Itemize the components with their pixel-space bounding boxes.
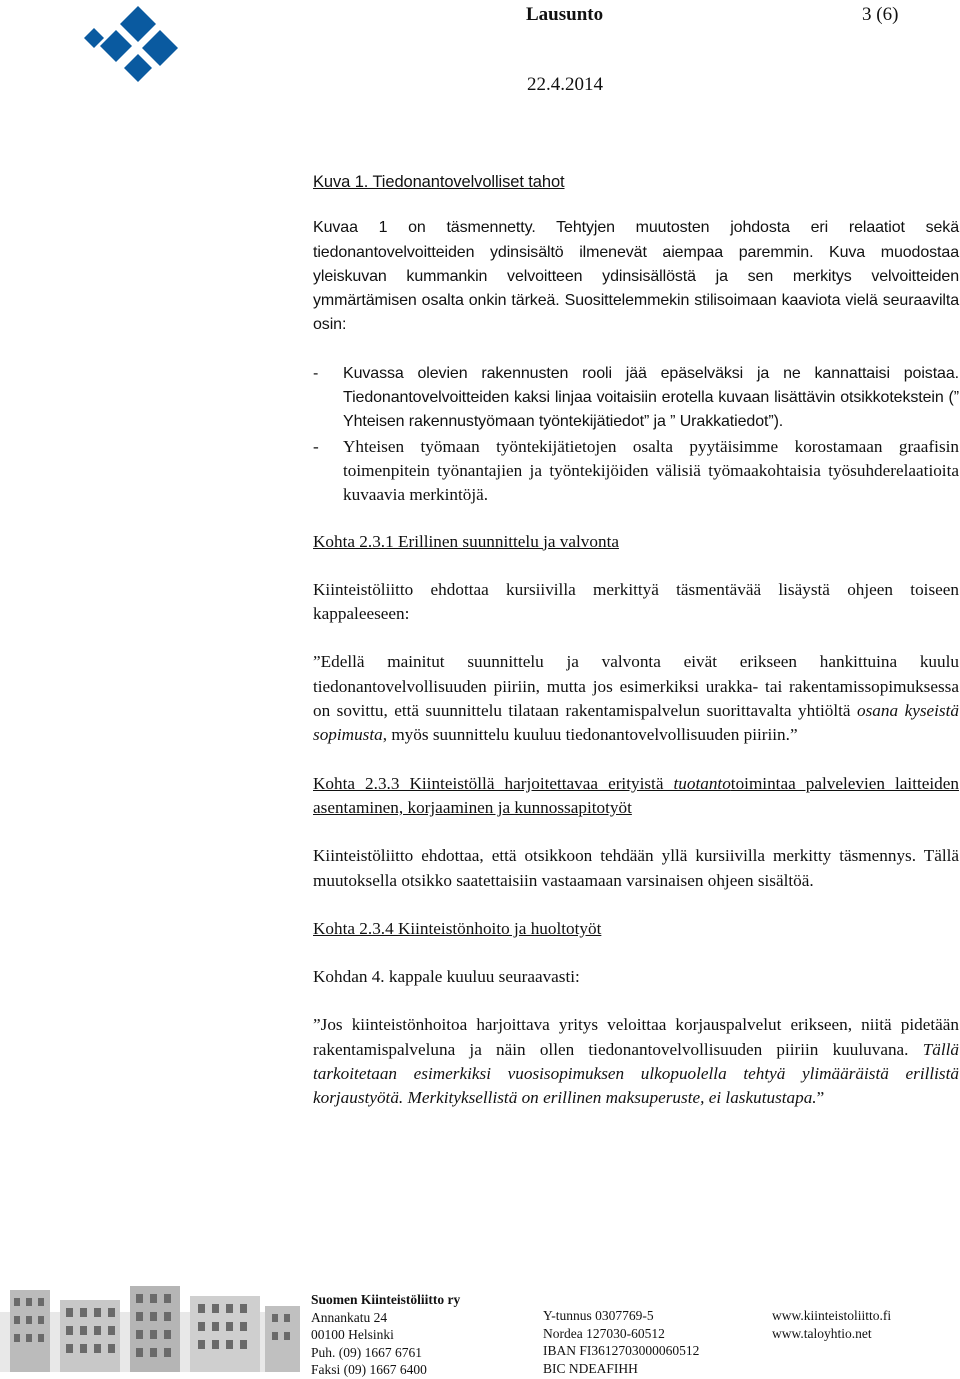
section-heading: Kohta 2.3.1 Erillinen suunnittelu ja valvonta bbox=[313, 531, 619, 551]
paragraph: Kohdan 4. kappale kuuluu seuraavasti: bbox=[313, 967, 580, 987]
page-number: 3 (6) bbox=[862, 4, 899, 25]
document-type: Lausunto bbox=[526, 4, 604, 25]
footer-line: Faksi (09) 1667 6400 bbox=[311, 1362, 427, 1377]
list-item-text: Kuvassa olevien rakennusten rooli jää epäselväksi ja ne kannattaisi poistaa. Tiedonantovelvoitteiden kaksi linjaa voitaisiin erotella kuvaan lisättävin otsikkotekstein (” Yhteisen rakennustyömaan työntekijätiedot” ja ” Urakkatiedot”). bbox=[343, 364, 959, 431]
footer-link[interactable]: www.kiinteistoliitto.fi bbox=[772, 1308, 892, 1323]
figure-caption: Kuva 1. Tiedonantovelvolliset tahot bbox=[313, 173, 565, 191]
footer-bank-info bbox=[543, 1307, 699, 1377]
footer-line: Annankatu 24 bbox=[311, 1309, 388, 1325]
footer-web bbox=[772, 1307, 891, 1342]
section-heading bbox=[313, 772, 959, 821]
quote-text: ”Jos kiinteistönhoitoa harjoittava yritys veloittaa korjauspalvelut erikseen, niitä pidetään rakentamispalveluna ja näin ollen tiedonantovelvollisuuden piiriin kuuluvana. bbox=[313, 1015, 959, 1059]
paragraph-figure-a: Kuvaa 1 on täsmennetty. Tehtyjen muutosten johdosta eri relaatiot sekä tiedonantovelvoitteiden ydinsisältö ilmenevät aiempaa paremmin. Kuva muodostaa yleiskuvan kummankin velvoitteen ydinsisällöstä ja sen merkitys velvoitteiden ymmärtämisen osalta onkin tärkeä. bbox=[313, 219, 959, 310]
heading-part: Kohta 2.3.3 Kiinteistöllä harjoitettavaa erityistä bbox=[313, 773, 674, 793]
footer-line: Nordea 127030-60512 bbox=[543, 1325, 665, 1341]
list-bullet: - bbox=[313, 364, 319, 382]
paragraph: Kiinteistöliitto ehdottaa kursiivilla merkittyä täsmentävää lisäystä ohjeen toiseen kappaleeseen: bbox=[313, 579, 959, 624]
footer-line: Puh. (09) 1667 6761 bbox=[311, 1344, 422, 1360]
quote bbox=[313, 650, 959, 747]
footer-org-name: Suomen Kiinteistöliitto ry bbox=[311, 1292, 461, 1307]
quote-text: ”Edellä mainitut suunnittelu ja valvonta eivät erikseen hankittuina kuulu tiedonantovelvollisuuden piiriin, mutta jos esimerkiksi urakka- tai rakentamissopimuksessa on sovittu, että suunnittelu tilataan rakentamispalvelun suorittavalta yhtiöltä bbox=[313, 652, 959, 721]
building-facade-image bbox=[0, 1282, 300, 1372]
footer-line: 00100 Helsinki bbox=[311, 1327, 394, 1342]
heading-part-end: toimintaa palvelevien laitteiden asentaminen, korjaaminen ja kunnossapitotyöt bbox=[313, 773, 959, 817]
quote-text-end: , myös suunnittelu kuuluu tiedonantovelvollisuuden piiriin.” bbox=[382, 725, 798, 745]
footer-line: Y-tunnus 0307769-5 bbox=[543, 1308, 654, 1323]
footer-line: IBAN FI3612703000060512 bbox=[543, 1343, 700, 1358]
footer-line: BIC NDEAFIHH bbox=[543, 1360, 638, 1376]
quote-italic: Tällä tarkoitetaan esimerkiksi vuosisopimuksen ulkopuolella tehtyä ylimääräistä erillistä korjaustyötä. Merkityksellistä on erillinen maksuperuste, ei laskutustapa. bbox=[313, 1039, 959, 1108]
quote-italic: osana kyseistä sopimusta bbox=[313, 701, 959, 745]
paragraph-figure bbox=[313, 216, 959, 337]
main-content bbox=[313, 170, 959, 1111]
list-item bbox=[313, 362, 959, 435]
list-item bbox=[313, 435, 959, 508]
list-item-text: Yhteisen työmaan työntekijätietojen osalta pyytäisimme korostamaan graafisin toimenpitein työnantajien ja työntekijöiden välisiä työmaakohtaisia työsuhderelaatioita kuvaavia merkintöjä. bbox=[343, 436, 959, 505]
diamond-logo-icon bbox=[80, 4, 190, 90]
section-heading: Kohta 2.3.4 Kiinteistönhoito ja huoltotyöt bbox=[313, 918, 602, 938]
paragraph: Kiinteistöliitto ehdottaa, että otsikkoon tehdään yllä kursiivilla merkitty täsmennys. Tällä muutoksella otsikko saatettaisiin vastaamaan varsinaisen ohjeen sisältöä. bbox=[313, 846, 959, 890]
paragraph-figure-b: Suosittelemmekin stilisoimaan kaaviota vielä seuraavilta osin: bbox=[313, 292, 959, 334]
footer-link[interactable]: www.taloyhtio.net bbox=[772, 1325, 872, 1341]
footer-address bbox=[311, 1291, 460, 1379]
quote bbox=[313, 1013, 959, 1110]
list-bullet: - bbox=[313, 436, 319, 456]
document-date: 22.4.2014 bbox=[527, 74, 603, 95]
heading-italic: tuotanto bbox=[673, 773, 731, 793]
quote-end: ” bbox=[816, 1088, 825, 1108]
